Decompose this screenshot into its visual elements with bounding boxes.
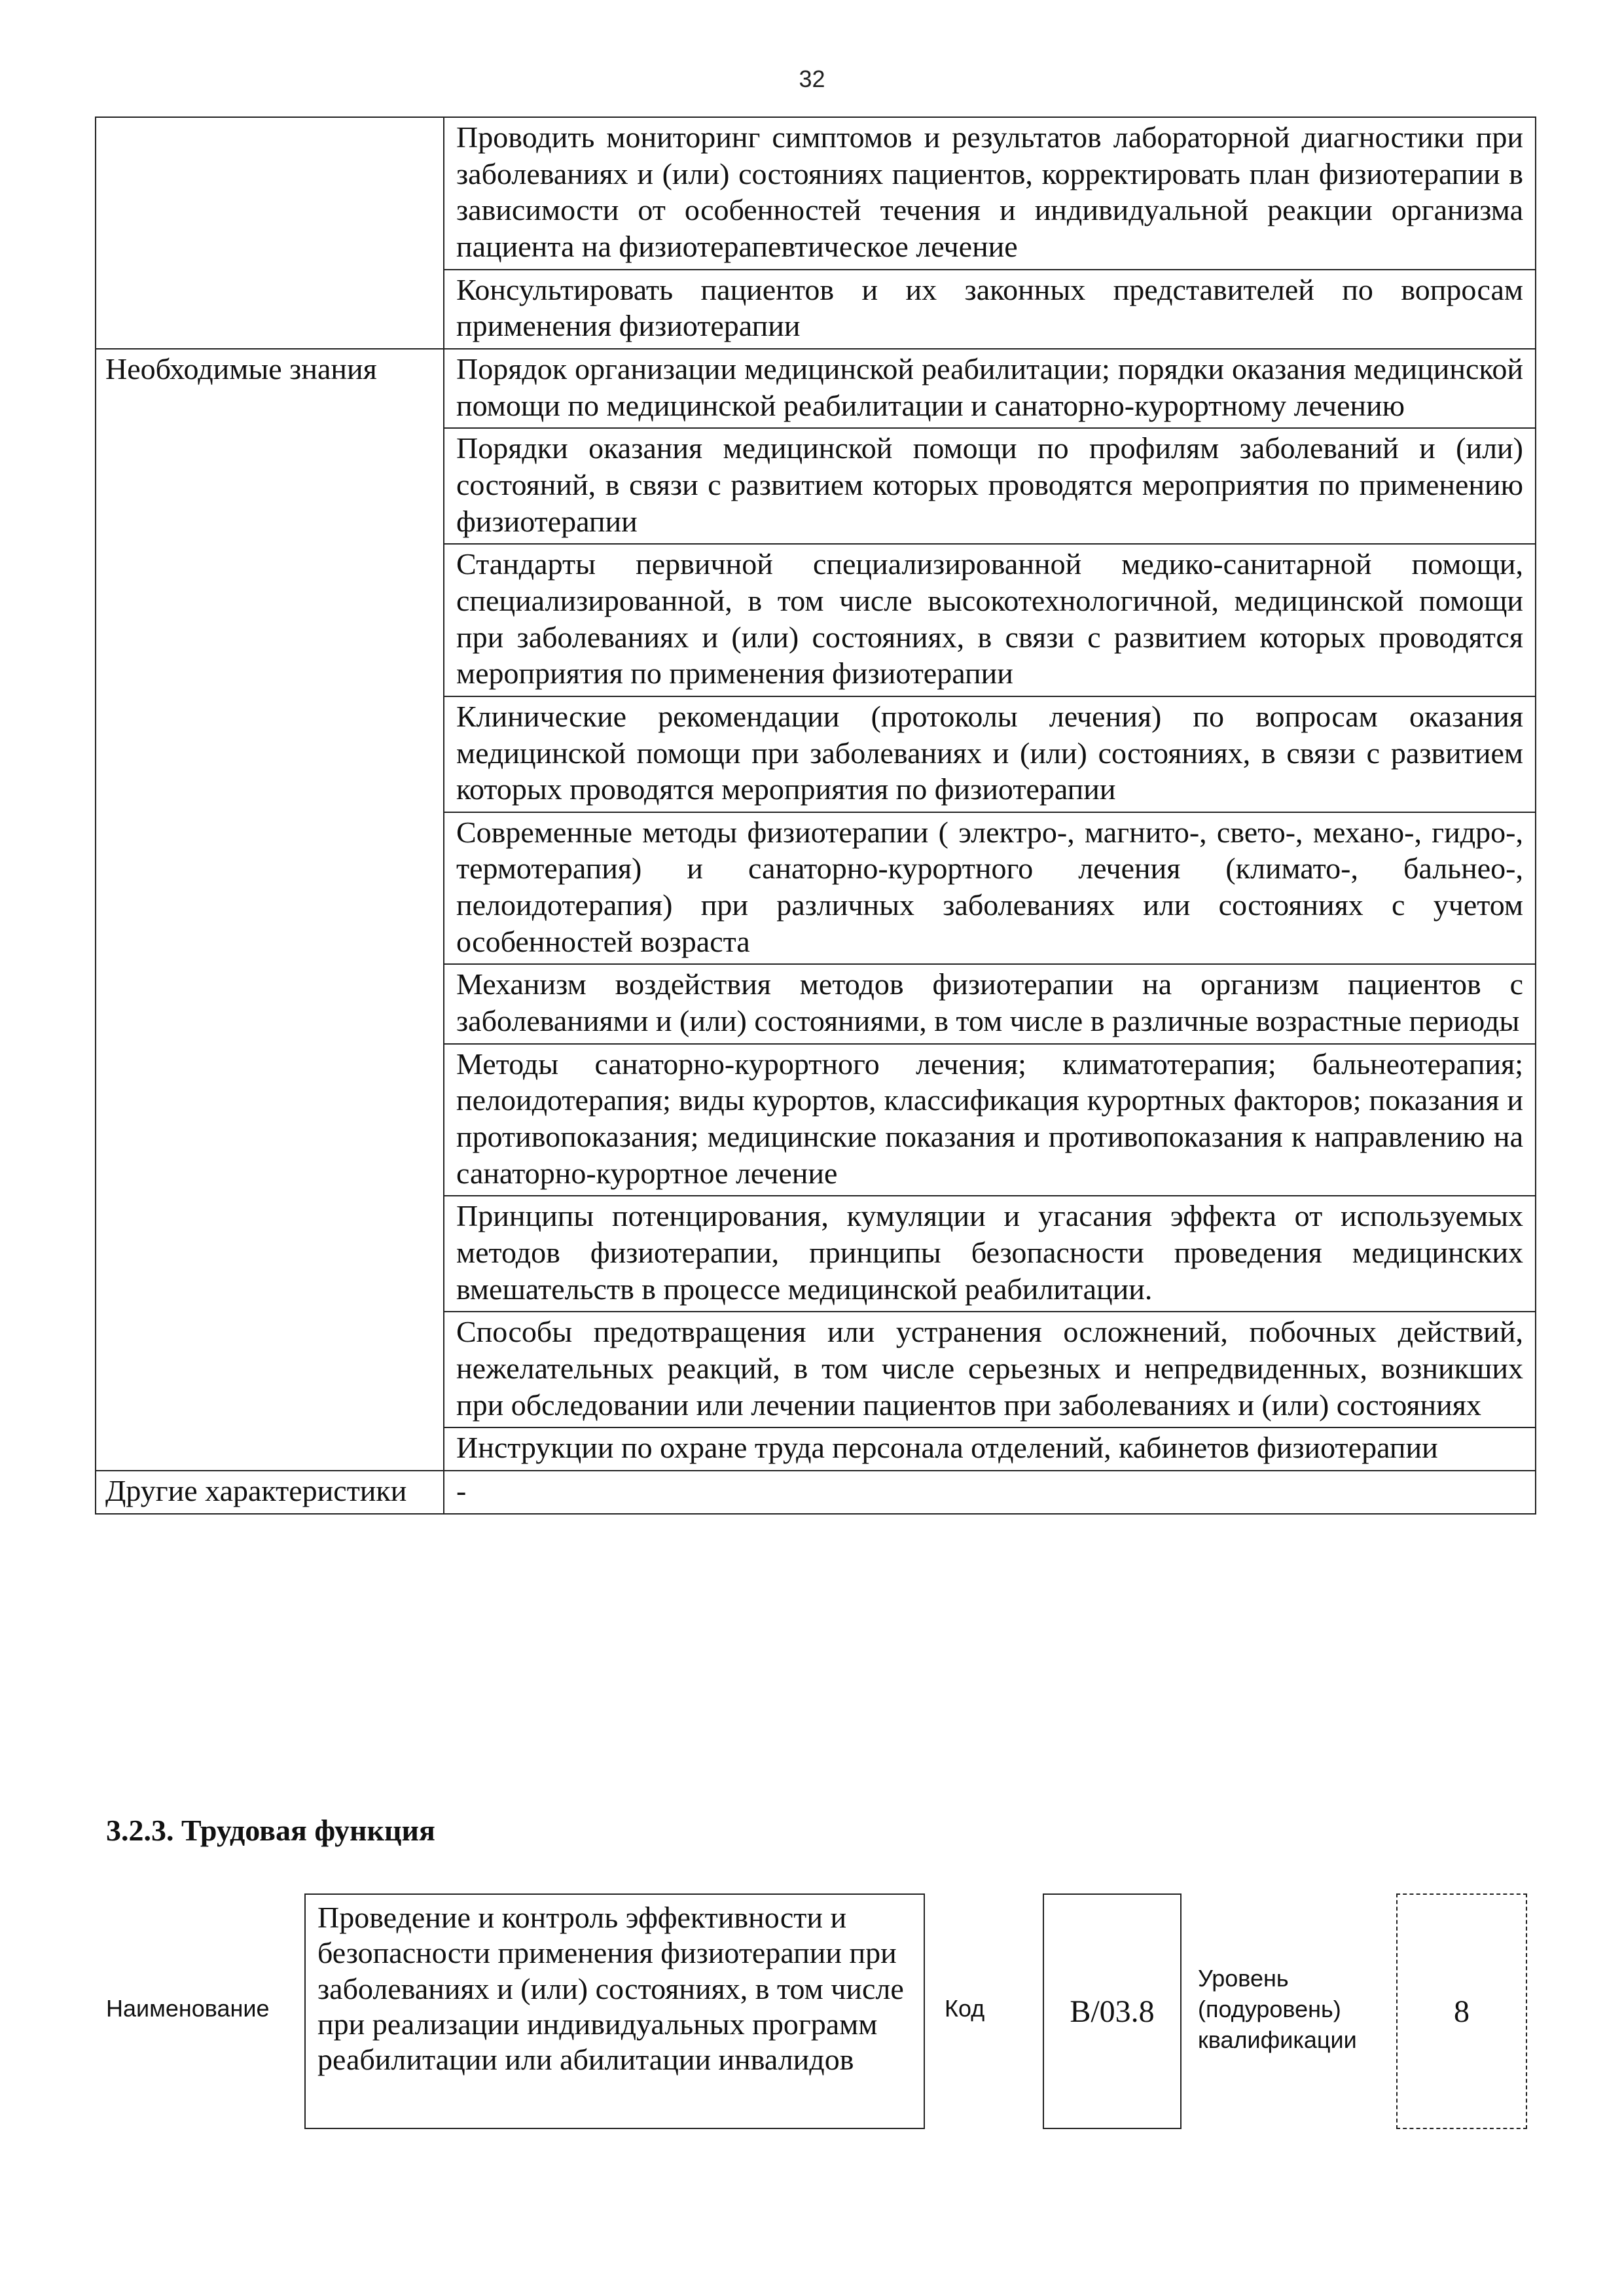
row-label-empty <box>96 117 444 349</box>
code-value: B/03.8 <box>1043 1893 1182 2129</box>
table-cell: Способы предотвращения или устранения осложнений, побочных действий, нежелательных реакций, в том числе серьезных и непредвиденных, возникших при обследовании или лечении пациентов при заболеваниях и (или) состояниях <box>444 1312 1536 1427</box>
level-value: 8 <box>1396 1893 1527 2129</box>
code-label: Код <box>945 1995 985 2022</box>
table-cell: Проводить мониторинг симптомов и результатов лабораторной диагностики при заболеваниях и (или) состояниях пациентов, корректировать план физиотерапии в зависимости от особенностей течения и индивидуальной реакции организма пациента на физиотерапевтическое лечение <box>444 117 1536 270</box>
table-cell: Стандарты первичной специализированной медико-санитарной помощи, специализированной, в том числе высокотехнологичной, медицинской помощи при заболеваниях и (или) состояниях, в связи с развитием которых проводятся мероприятия по применения физиотерапии <box>444 544 1536 696</box>
table-cell: Консультировать пациентов и их законных представителей по вопросам применения физиотерапии <box>444 270 1536 349</box>
name-value: Проведение и контроль эффективности и безопасности применения физиотерапии при заболеваниях и (или) состояниях, в том числе при реализации индивидуальных программ реабилитации или абилитации инвалидов <box>304 1893 925 2129</box>
table-row <box>96 349 1536 428</box>
name-label: Наименование <box>106 1995 270 2022</box>
table-cell: - <box>444 1471 1536 1514</box>
table-cell: Принципы потенцирования, кумуляции и угасания эффекта от используемых методов физиотерапии, принципы безопасности проведения медицинских вмешательств в процессе медицинской реабилитации. <box>444 1196 1536 1312</box>
table-row <box>96 1471 1536 1514</box>
row-label-other: Другие характеристики <box>96 1471 444 1514</box>
table-row <box>96 117 1536 270</box>
level-label: Уровень (подуровень) квалификации <box>1198 1965 1357 2053</box>
row-label-knowledge: Необходимые знания <box>96 349 444 1471</box>
table-cell: Инструкции по охране труда персонала отделений, кабинетов физиотерапии <box>444 1427 1536 1471</box>
table-cell: Порядки оказания медицинской помощи по профилям заболеваний и (или) состояний, в связи с развитием которых проводятся мероприятия по применению физиотерапии <box>444 428 1536 544</box>
table-cell: Методы санаторно-курортного лечения; климатотерапия; бальнеотерапия; пелоидотерапия; виды курортов, классификация курортных факторов; показания и противопоказания; медицинские показания и противопоказания к направлению на санаторно-курортное лечение <box>444 1044 1536 1196</box>
table-cell: Порядок организации медицинской реабилитации; порядки оказания медицинской помощи по медицинской реабилитации и санаторно-курортному лечению <box>444 349 1536 428</box>
table-cell: Механизм воздействия методов физиотерапии на организм пациентов с заболеваниями и (или) состояниями, в том числе в различные возрастные периоды <box>444 964 1536 1043</box>
section-heading: 3.2.3. Трудовая функция <box>106 1814 435 1847</box>
competency-table <box>95 117 1536 1515</box>
table-cell: Современные методы физиотерапии ( электро-, магнито-, свето-, механо-, гидро-, термотерапия) и санаторно-курортного лечения (климато-, бальнео-, пелоидотерапия) при различных заболеваниях или состояниях с учетом особенностей возраста <box>444 812 1536 965</box>
table-cell: Клинические рекомендации (протоколы лечения) по вопросам оказания медицинской помощи при заболеваниях и (или) состояниях, в связи с развитием которых проводятся мероприятия по физиотерапии <box>444 696 1536 812</box>
labor-function-row <box>0 1893 1624 2129</box>
page-number: 32 <box>799 65 825 92</box>
